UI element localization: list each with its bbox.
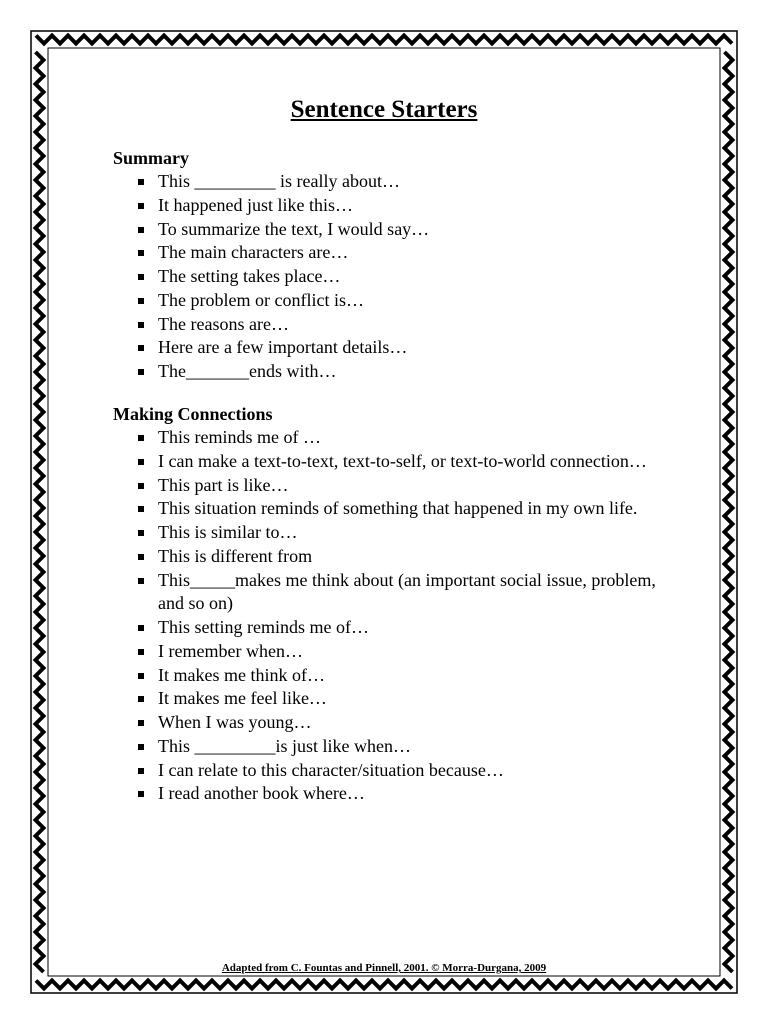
section-making-connections xyxy=(113,402,673,806)
square-bullet-icon xyxy=(138,696,144,702)
list-item-text: When I was young… xyxy=(158,712,312,732)
list-item xyxy=(113,336,673,360)
list-item xyxy=(113,426,673,450)
square-bullet-icon xyxy=(138,369,144,375)
list-item xyxy=(113,569,673,617)
list-item xyxy=(113,265,673,289)
list-item-text: To summarize the text, I would say… xyxy=(158,218,430,239)
list-item-text: It makes me feel like… xyxy=(158,688,327,709)
page-title: Sentence Starters xyxy=(290,96,478,123)
list-item xyxy=(113,360,673,384)
list-item xyxy=(113,521,673,545)
square-bullet-icon xyxy=(138,506,144,512)
list-item xyxy=(113,241,673,265)
square-bullet-icon xyxy=(138,744,144,750)
square-bullet-icon xyxy=(138,649,144,655)
list-item-text: The problem or conflict is… xyxy=(158,289,364,310)
list-item xyxy=(113,545,673,569)
square-bullet-icon xyxy=(138,625,144,631)
square-bullet-icon xyxy=(138,322,144,328)
footer-credit: Adapted from C. Fountas and Pinnell, 2001. © Morra-Durgana, 2009 xyxy=(221,962,547,974)
square-bullet-icon xyxy=(138,203,144,209)
making-connections-list xyxy=(113,426,673,806)
square-bullet-icon xyxy=(138,791,144,797)
list-item-text: The setting takes place… xyxy=(158,266,341,286)
square-bullet-icon xyxy=(138,673,144,679)
section-heading-making-connections: Making Connections xyxy=(113,404,273,424)
list-item xyxy=(113,474,673,498)
list-item-text: This setting reminds me of… xyxy=(158,617,369,637)
square-bullet-icon xyxy=(138,768,144,774)
list-item xyxy=(113,664,673,688)
list-item-text: Here are a few important details… xyxy=(158,337,408,358)
list-item-text: I remember when… xyxy=(158,640,303,661)
list-item xyxy=(113,170,673,194)
square-bullet-icon xyxy=(138,554,144,560)
list-item xyxy=(113,782,673,806)
list-item xyxy=(113,218,673,242)
section-heading-summary: Summary xyxy=(113,148,189,168)
list-item-text: The reasons are… xyxy=(158,313,289,334)
square-bullet-icon xyxy=(138,345,144,351)
list-item xyxy=(113,759,673,783)
list-item-text: This part is like… xyxy=(158,474,289,495)
square-bullet-icon xyxy=(138,227,144,233)
list-item-text: I read another book where… xyxy=(158,783,365,804)
list-item xyxy=(113,735,673,759)
list-item xyxy=(113,194,673,218)
list-item-text: It happened just like this… xyxy=(158,194,353,215)
list-item xyxy=(113,450,673,474)
list-item-text: This situation reminds of something that happened in my own life. xyxy=(158,498,638,519)
square-bullet-icon xyxy=(138,578,144,584)
list-item-text: This _________is just like when… xyxy=(158,735,411,756)
list-item-text: This_____makes me think about (an important social issue, problem, and so on) xyxy=(158,569,656,614)
list-item-text: The main characters are… xyxy=(158,242,349,263)
list-item-text: I can relate to this character/situation because… xyxy=(158,759,504,780)
list-item xyxy=(113,313,673,337)
summary-list xyxy=(113,170,673,384)
list-item xyxy=(113,711,673,735)
list-item-text: This is similar to… xyxy=(158,522,298,542)
list-item-text: This _________ is really about… xyxy=(158,171,400,191)
list-item-text: This reminds me of … xyxy=(158,427,321,447)
list-item xyxy=(113,640,673,664)
square-bullet-icon xyxy=(138,435,144,441)
list-item xyxy=(113,616,673,640)
list-item xyxy=(113,687,673,711)
square-bullet-icon xyxy=(138,250,144,256)
list-item-text: The_______ends with… xyxy=(158,361,337,381)
square-bullet-icon xyxy=(138,530,144,536)
square-bullet-icon xyxy=(138,274,144,280)
square-bullet-icon xyxy=(138,179,144,185)
square-bullet-icon xyxy=(138,483,144,489)
list-item xyxy=(113,289,673,313)
section-summary xyxy=(113,146,673,384)
list-item-text: I can make a text-to-text, text-to-self, or text-to-world connection… xyxy=(158,450,647,471)
square-bullet-icon xyxy=(138,298,144,304)
square-bullet-icon xyxy=(138,459,144,465)
square-bullet-icon xyxy=(138,720,144,726)
list-item-text: It makes me think of… xyxy=(158,664,325,685)
list-item-text: This is different from xyxy=(158,545,313,566)
list-item xyxy=(113,497,673,521)
